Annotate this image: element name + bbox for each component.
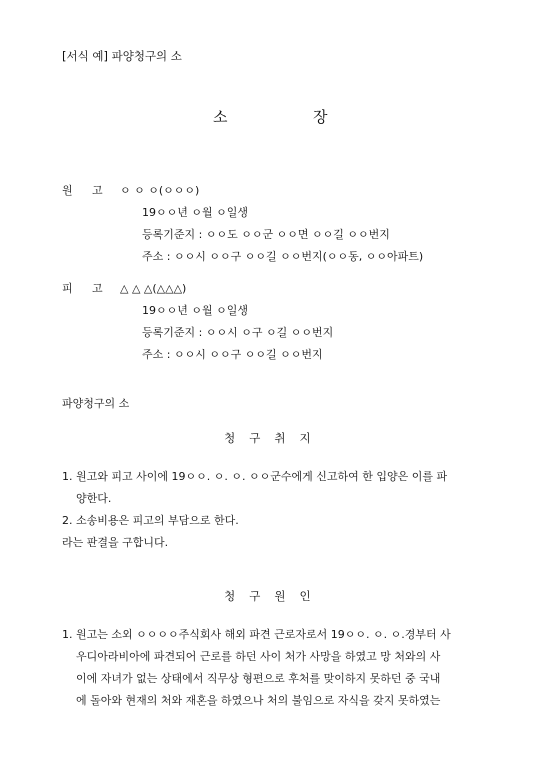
claim-purpose-items xyxy=(62,470,482,558)
defendant-role-char-1: 피 xyxy=(62,282,73,295)
defendant-registry: 등록기준지 : ㅇㅇ시 ㅇ구 ㅇ길 ㅇㅇ번지 xyxy=(142,326,334,339)
claim-cause-line-2: 우디아라비아에 파견되어 근로를 하던 사이 처가 사망을 하였고 망 처와의 사 xyxy=(76,650,441,663)
title-char-2: 장 xyxy=(313,108,328,126)
title-char-1: 소 xyxy=(213,108,228,126)
claim-cause-paragraph xyxy=(62,628,482,716)
plaintiff-role-char-1: 원 xyxy=(62,184,73,197)
case-name: 파양청구의 소 xyxy=(62,397,130,410)
plaintiff-birth: 19ㅇㅇ년 ㅇ월 ㅇ일생 xyxy=(142,206,248,219)
claim-cause-line-3: 이에 자녀가 없는 상태에서 직무상 형편으로 후처를 맞이하지 못하던 중 국내 xyxy=(76,672,441,685)
defendant-role-char-2: 고 xyxy=(92,282,103,295)
defendant-name: △ △ △(△△△) xyxy=(120,282,187,295)
plaintiff-name: ㅇ ㅇ ㅇ(ㅇㅇㅇ) xyxy=(120,184,200,197)
claim-cause-line-4: 에 돌아와 현재의 처와 재혼을 하였으나 처의 불임으로 자식을 갖지 못하였는 xyxy=(76,694,441,707)
claim-purpose-heading: 청 구 취 지 xyxy=(224,431,316,445)
claim-cause-heading: 청 구 원 인 xyxy=(224,589,316,603)
claim-cause-line-1: 1. 원고는 소외 ㅇㅇㅇㅇ주식회사 해외 파견 근로자로서 19ㅇㅇ. ㅇ. ㅇ.경부터 사 xyxy=(62,628,451,641)
claim-purpose-item-1: 1. 원고와 피고 사이에 19ㅇㅇ. ㅇ. ㅇ. ㅇㅇ군수에게 신고하여 한 입양은 이를 파 xyxy=(62,470,448,483)
claim-purpose-item-2: 2. 소송비용은 피고의 부담으로 한다. xyxy=(62,514,239,527)
defendant-birth: 19ㅇㅇ년 ㅇ월 ㅇ일생 xyxy=(142,304,248,317)
defendant-address: 주소 : ㅇㅇ시 ㅇㅇ구 ㅇㅇ길 ㅇㅇ번지 xyxy=(142,348,323,361)
plaintiff-registry: 등록기준지 : ㅇㅇ도 ㅇㅇ군 ㅇㅇ면 ㅇㅇ길 ㅇㅇ번지 xyxy=(142,228,390,241)
plaintiff-role-char-2: 고 xyxy=(92,184,103,197)
claim-purpose-item-1-cont: 양한다. xyxy=(76,492,112,505)
form-label: [서식 예] 파양청구의 소 xyxy=(62,49,182,63)
plaintiff-address: 주소 : ㅇㅇ시 ㅇㅇ구 ㅇㅇ길 ㅇㅇ번지(ㅇㅇ동, ㅇㅇ아파트) xyxy=(142,250,424,263)
claim-purpose-closing: 라는 판결을 구합니다. xyxy=(62,536,169,549)
